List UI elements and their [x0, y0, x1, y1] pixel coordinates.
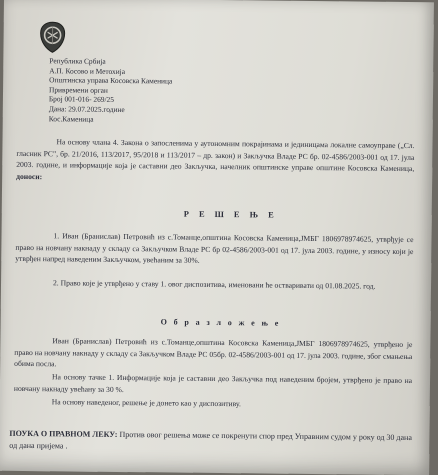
- intro-bold: доноси:: [16, 171, 43, 181]
- reasoning-paragraph-1: Иван (Бранислав) Петровић из с.Томанце,општина Косовска Каменица,ЈМБГ 1806978974625, утврђено је право на новчану накнаду у складу са Закључком Владе РС 05бр. 02-4586/2003-001 од 17. јула 2003. године, због смањења обима посла.: [14, 336, 413, 369]
- legal-remedy-notice: [9, 428, 414, 456]
- intro-text: На основу члана 4. Закона о запосленима у аутономним покрајинама и јединицама локалне самоуправе („Сл. гласник РС", бр. 21/2016, 113/2017, 95/2018 и 113/2017 – др. закон) и Закључка Владе РС бр. 02-4586/2003-001 од 17. јула 2003. године, и информације која је саставни део Закључка, начелник општинске управе општине Косовска Каменица,: [16, 137, 415, 174]
- coat-of-arms-logo: [37, 20, 67, 54]
- reasoning-paragraph-3: На основу наведеног, решење је донето као у диспозитиву.: [51, 397, 241, 409]
- header-line: Број 001-016- 269/25: [48, 94, 115, 105]
- header-line: Република Србија: [49, 56, 106, 66]
- decision-item-1: 1. Иван (Бранислав) Петровић из с.Томанце,општина Косовска Каменица,ЈМБГ 1806978974625, утврђује се право на новчану накнаду у складу са Закључком Владе РС бр 02-4586/2003-001 од 17. јула 2003. године, у износу који је утврђен напред наведеним Закључком, увећаним за 30%.: [15, 231, 414, 265]
- decision-item-2: 2. Право које је утврђено у ставу 1. овог диспозитива, именовани ће остваривати од 01.08.2025. год.: [52, 278, 376, 291]
- header-line: А.П. Косово и Метохија: [49, 65, 126, 76]
- intro-paragraph: [16, 136, 414, 187]
- header-line: Дана: 29.07.2025.године: [48, 104, 125, 114]
- header-line: Привремени орган: [49, 85, 108, 95]
- reasoning-heading: О б р а з л о ж е њ е: [160, 317, 281, 328]
- legal-remedy-title: ПОУКА О ПРАВНОМ ЛЕКУ:: [9, 428, 118, 439]
- reasoning-paragraph-2: На основу тачке 1. Информације која је саставни део Закључка под наведеним бројем, утврђено је право на новчану накнаду увећану за 30 %.: [13, 372, 413, 394]
- header-line: Кос.Каменица: [48, 113, 94, 124]
- document-header: [49, 56, 173, 124]
- decision-heading: Р Е Ш Е Њ Е: [183, 209, 278, 220]
- legal-remedy-text: Против овог решења може се покренути спор пред Управним судом у року од 30 дана од дана пријема .: [9, 429, 412, 451]
- header-line: Општинска управа Косовска Каменица: [49, 75, 173, 86]
